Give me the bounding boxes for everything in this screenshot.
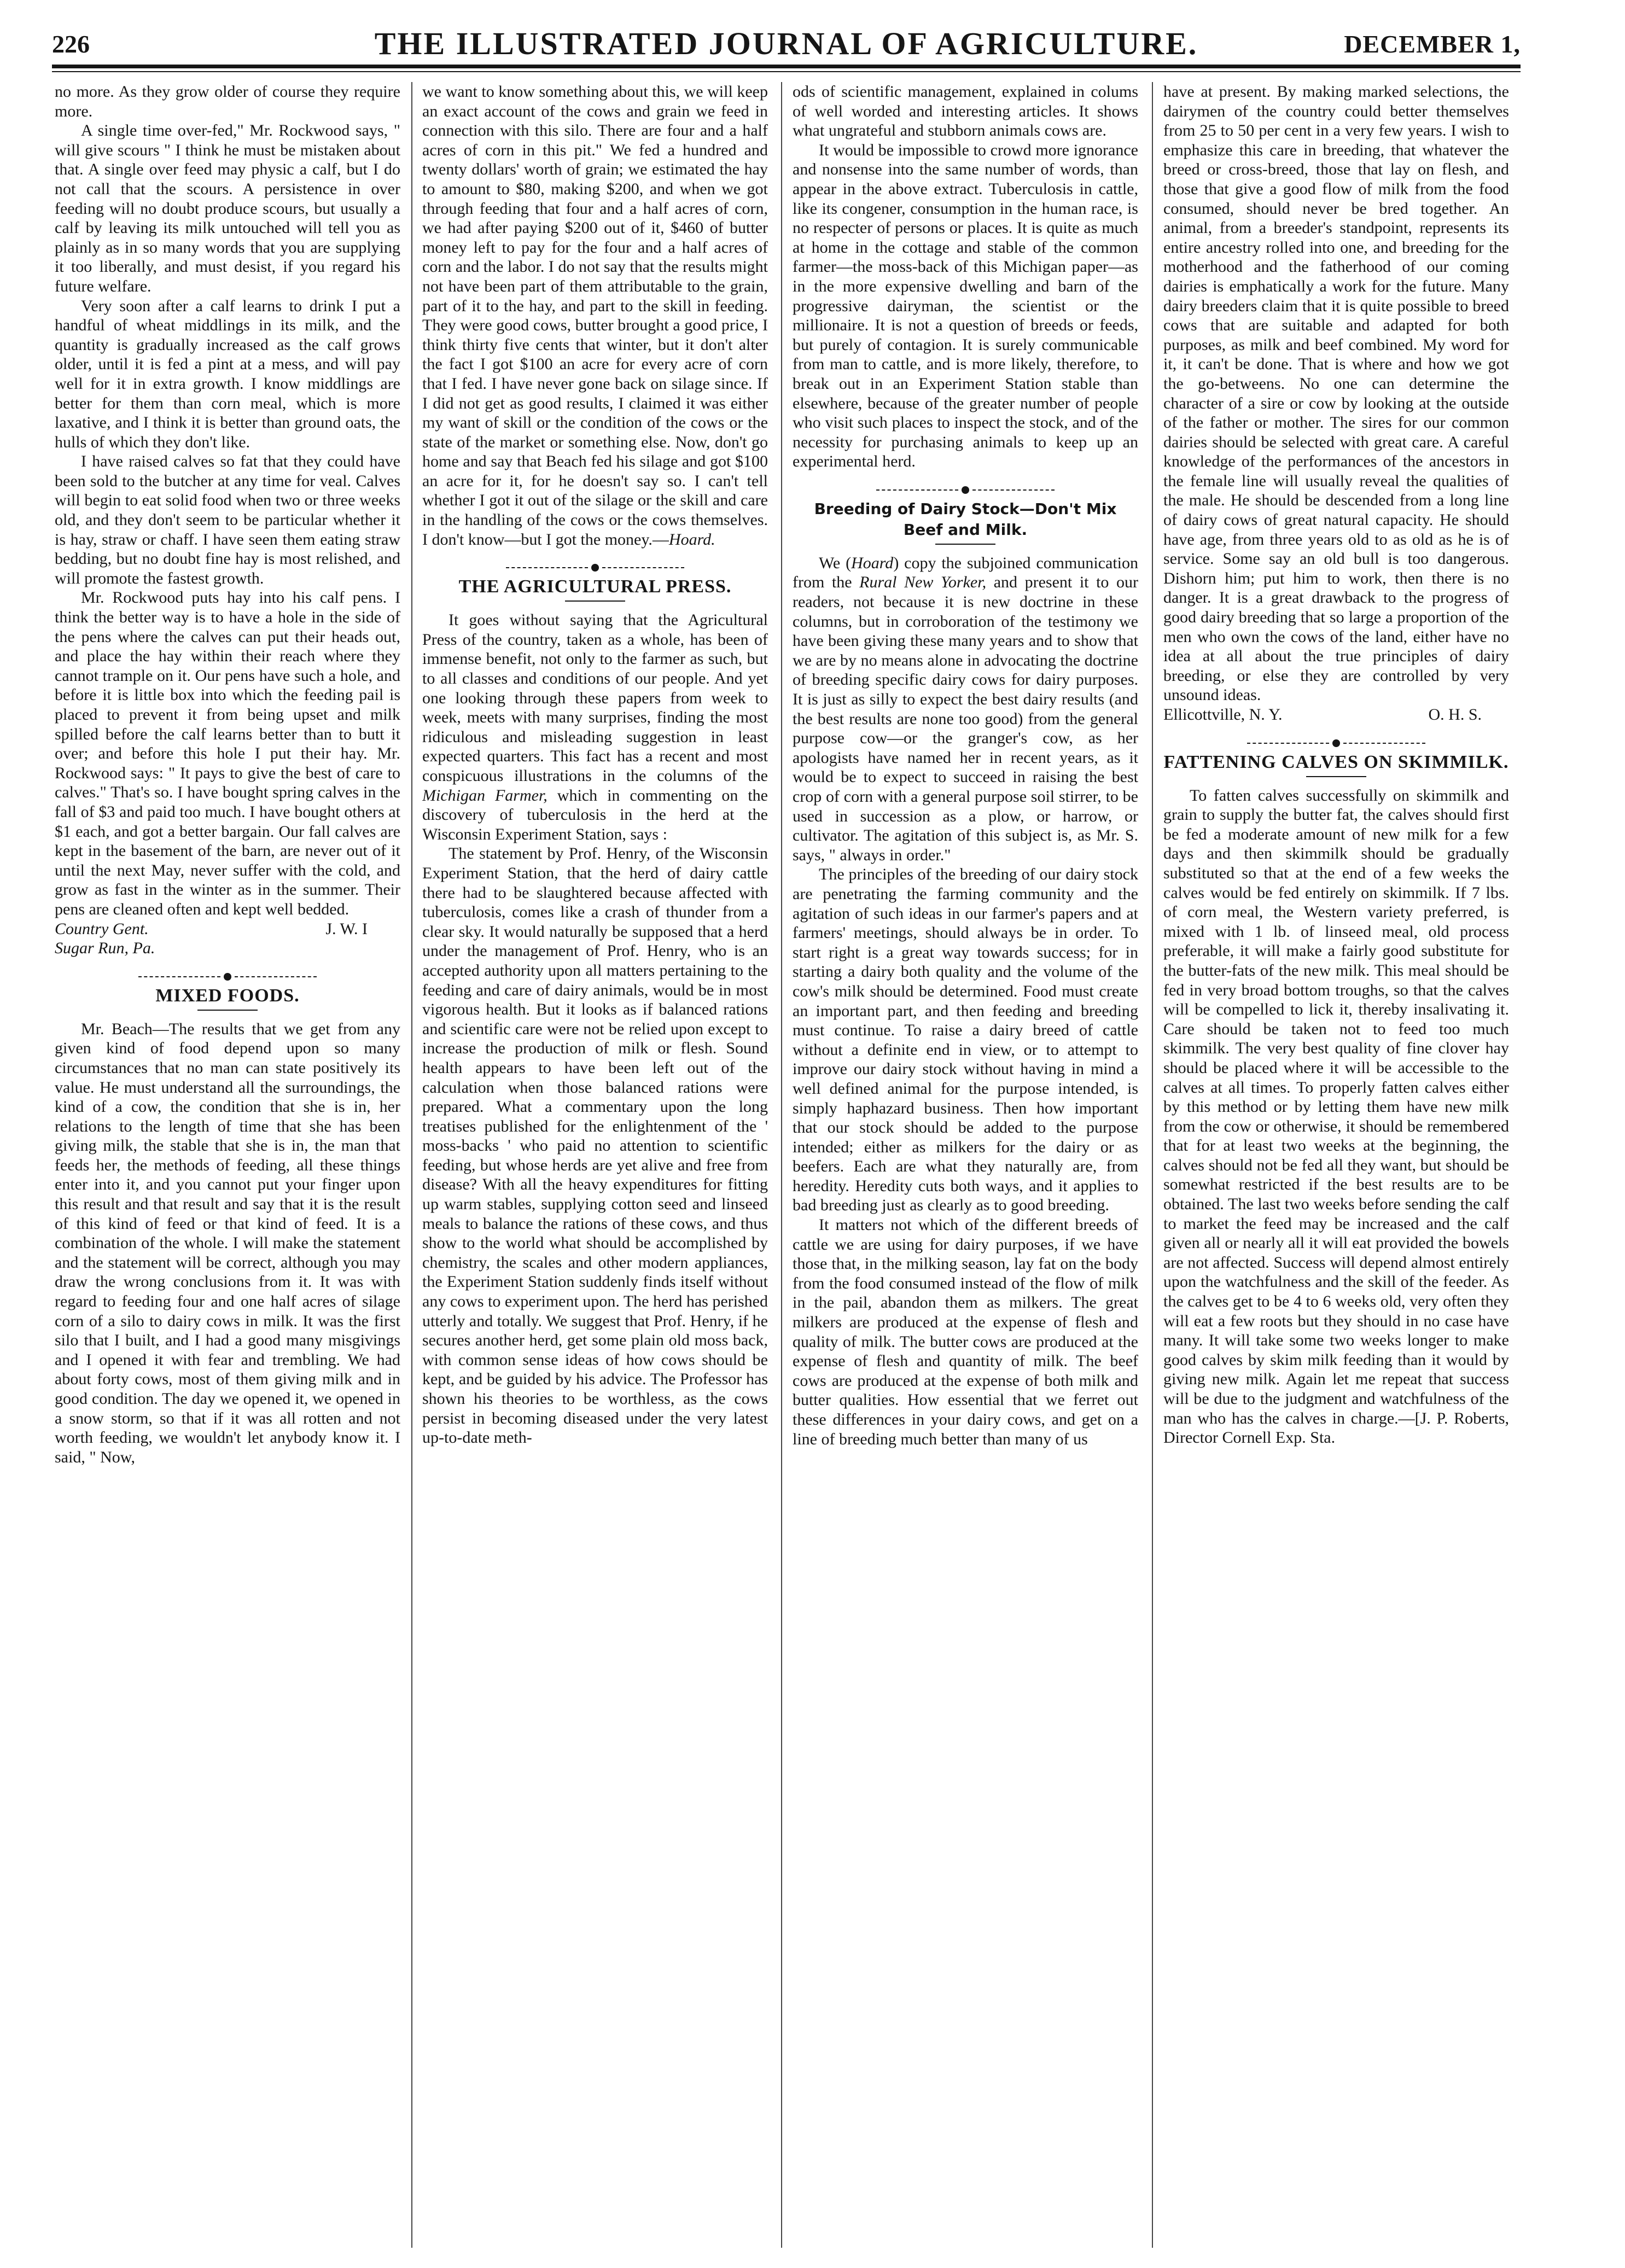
signature-place-line [55, 938, 400, 958]
page-number: 226 [52, 30, 90, 58]
paragraph-text: It goes without saying that the Agricultural Press of the country, taken as a whole, has been of immense benefit, not only to the farmer as such, but to all classes and conditions of our people. And yet one looking through these papers from week to week, meets with many surprises, finding the most ridiculous and misleading suggestion in least expected quarters. This fact has a recent and most conspicuous illustrations in the columns of the [422, 611, 768, 785]
article-paragraph [422, 610, 768, 844]
article-paragraph: Mr. Rockwood puts hay into his calf pens. I think the better way is to have a hole in the side of the pens where the calves can put their heads out, and place the hay within their reach where they cannot trample on it. Our pens have such a hole, and before it is little box into which the feeding pail is placed to prevent it from being upset and milk spilled before the calf learns better than to butt it over; and before this hole I put their hay. Mr. Rockwood says: " It pays to give the best of care to calves." That's so. I have bought spring calves in the fall of $3 and paid too much. I have bought others at $1 each, and got a better bargain. Our fall calves are kept in the basement of the barn, are never out of it until the next May, never suffer with the cold, and grow as fast in the winter as in the summer. Their pens are cleaned often and kept well bedded. [55, 588, 400, 918]
publication-name: Rural New Yorker, [859, 573, 987, 592]
column-2 [422, 82, 768, 2248]
article-paragraph: The statement by Prof. Henry, of the Wisconsin Experiment Station, that the herd of dairy cattle there had to be slaughtered because affected with tuberculosis, comes like a crash of thunder from a clear sky. It would naturally be supposed that a herd under the management of Prof. Henry, who is an accepted authority upon all matters pertaining to the feeding and care of dairy animals, would be in most vigorous health. But it looks as if balanced rations and scientific care were not be relied upon except to increase the production of milk or flesh. Sound health appears to have been left out of the calculation when those balanced rations were prepared. What a commentary upon the long treatises published for the enlightenment of the ' moss-backs ' who paid no attention to scientific feeding, but whose herds are yet alive and free from disease? With all the heavy expenditures for fitting up warm stables, supplying cotton seed and linseed meals to balance the rations of these cows, and thus show to the world what should be accomplished by chemistry, the scales and other modern appliances, the Experiment Station suddenly finds itself without any cows to experiment upon. The herd has perished utterly and totally. We suggest that Prof. Henry, if he secures another herd, get some plain old moss back, with common sense ideas of how cows should be kept, and be guided by his advice. The Professor has shown his theories to be worthless, as the cows persist in becoming diseased under the very latest up-to-date meth- [422, 844, 768, 1447]
journal-title: THE ILLUSTRATED JOURNAL OF AGRICULTURE. [374, 26, 1198, 61]
heading-rule [935, 544, 995, 545]
signature-initials: J. W. I [325, 919, 368, 938]
column-4 [1163, 82, 1509, 2248]
ornament-divider [793, 479, 1138, 489]
ornament-divider [1163, 732, 1509, 742]
header-rule-thick [52, 65, 1521, 68]
paragraph-text: We ( [819, 553, 852, 572]
signature-line [1163, 705, 1509, 725]
source-credit: Hoard [851, 553, 894, 572]
signature-line [55, 919, 400, 939]
article-paragraph: It would be impossible to crowd more ignorance and nonsense into the same number of words, than appear in the above extract. Tuberculosis in cattle, like its congener, consumption in the human race, is no respecter of persons or places. It is quite as much at home in the cottage and stable of the common farmer—the moss-back of this Michigan paper—as in the more expensive dwelling and barn of the progressive dairyman, the scientist or the millionaire. It is not a question of breeds or feeds, but purely of contagion. It is surely communicable from man to cattle, and is more likely, therefore, to break out in an Experiment Station stable than elsewhere, because of the greater number of people who visit such places to inspect the stock, and of the necessity for purchasing animals to keep up an experimental herd. [793, 141, 1138, 471]
page-header [52, 24, 1521, 63]
column-divider [781, 82, 782, 2248]
article-paragraph: Very soon after a calf learns to drink I put a handful of wheat middlings in its milk, and the quantity is gradually increased as the calf grows older, until it is fed a pint at a mess, and will pay well for it in extra growth. I know middlings are better for them than corn meal, which is more laxative, and I think it is better than ground oats, the hulls of which they don't like. [55, 296, 400, 451]
source-credit: Hoard. [668, 530, 715, 549]
article-heading: FATTENING CALVES ON SKIMMILK. [1163, 751, 1509, 772]
publication-name: Michigan Farmer, [422, 786, 548, 804]
signature-place: Sugar Run, Pa. [55, 939, 155, 958]
article-paragraph: Mr. Beach—The results that we get from any given kind of food depend upon so many circumstances that no man can state positively its value. He must understand all the surroundings, the kind of a cow, the condition that she is in, her relations to the length of time that she has been giving milk, the stable that she is in, the man that feeds her, the methods of feeding, all these things enter into it, and you cannot put your finger upon this result and that result and say that it is the result of this kind of feed or that kind of feed. It is a combination of the whole. I will make the statement and the statement will be correct, although you may draw the wrong conclusions from it. It was with regard to feeding four and one half acres of silage corn of a silo to dairy cows in milk. It was the first silo that I built, and I had a good many misgivings and I opened it with fear and trembling. We had about forty cows, most of them giving milk and in good condition. The day we opened it, we opened in a snow storm, so that if it was all rotten and not worth feeding, we wouldn't let anybody know it. I said, " Now, [55, 1019, 400, 1466]
article-paragraph: It matters not which of the different breeds of cattle we are using for dairy purposes, if we have those that, in the milking season, lay fat on the body from the food consumed instead of the flow of milk in the pail, abandon them as milkers. The great milkers are produced at the expense of flesh and quality of milk. The butter cows are produced at the expense of flesh and quantity of milk. The beef cows are produced at the expense of both milk and butter qualities. How essential that we ferret out these differences in your dairy cows, and get on a line of breeding much better than many of us [793, 1216, 1138, 1448]
article-paragraph [793, 553, 1138, 865]
article-paragraph: ods of scientific management, explained in colums of well worded and interesting articles. It shows what ungrateful and stubborn animals cows are. [793, 83, 1138, 140]
column-1 [55, 82, 400, 2248]
signature-place: Ellicottville, N. Y. [1163, 706, 1283, 724]
paragraph-text: which in commenting on the discovery of tuberculosis in the herd at the Wisconsin Experiment Station, says : [422, 786, 768, 843]
heading-rule [565, 600, 625, 602]
article-heading: THE AGRICULTURAL PRESS. [458, 576, 732, 597]
article-heading: MIXED FOODS. [155, 985, 300, 1006]
article-paragraph: To fatten calves successfully on skimmilk and grain to supply the butter fat, the calves should first be fed a moderate amount of new milk for a few days and then skimmilk should be gradually substituted so that at the end of a few weeks the calves would be fed entirely on skimmilk. If 7 lbs. of corn meal, the Western variety preferred, is mixed with 1 lb. of linseed meal, old process preferable, it will make a fairly good substitute for the butter-fats of the new milk. This meal should be fed in very broad bottom troughs, so that the calves will be compelled to lick it, thereby insalivating it. Care should be taken not to feed too much skimmilk. The very best quality of fine clover hay should be placed where it will be accessible to the calves at all times. To properly fatten calves either by this method or by letting them have new milk from the cow or otherwise, it should be remembered that for at least two weeks at the beginning, the calves should not be fed all they want, but should be somewhat restricted if the best results are to be obtained. The last two weeks before sending the calf to market the feed may be increased and the calf given all or nearly all it will eat provided the bowels are not affected. Success will depend almost entirely upon the watchfulness and the skill of the feeder. As the calves get to be 4 to 6 weeks old, very often they will eat a few roots but they should in no case have many. It will take some two weeks longer to make good calves by skim milk feeding than it would by giving new milk. Again let me repeat that success will be due to the judgment and watchfulness of the man who has the calves in charge.—[J. P. Roberts, Director Cornell Exp. Sta. [1163, 786, 1509, 1447]
paragraph-text: ) copy the subjoined communication from the [793, 553, 1138, 592]
heading-rule [1306, 776, 1366, 777]
issue-date: DECEMBER 1, [1344, 30, 1521, 58]
column-divider [1152, 82, 1153, 2248]
article-paragraph: I have raised calves so fat that they could have been sold to the butcher at any time for veal. Calves will begin to eat solid food when two or three weeks old, and they don't seem to be particular whether it is hay, straw or chaff. I have seen them eating straw bedding, but no doubt fine hay is most relished, and will promote the fastest growth. [55, 452, 400, 587]
column-3 [793, 82, 1138, 2248]
ornament-divider [422, 557, 768, 567]
article-paragraph: have at present. By making marked selections, the dairymen of the country could better themselves from 25 to 50 per cent in a very few years. I wish to emphasize this care in breeding, that whatever the breed or cross-breed, those that lay on flesh, and those that give a good flow of milk from the food consumed, should never be bred together. An animal, from a breeder's standpoint, represents its entire ancestry rolled into one, and breeding for the motherhood and the fatherhood of our coming dairies is emphatically a work for the future. Many dairy breeders claim that it is quite possible to breed cows that are suitable and adapted for both purposes, as milk and beef combined. My word for it, it can't be done. That is where and how we got the go-betweens. No one can determine the character of a sire or cow by looking at the outside of the father or mother. The sires for our common dairies should be selected with great care. A careful knowledge of the performances of the ancestors in the female line will usually reveal the qualities of the male. He should be descended from a long line of dairy cows of great natural capacity. He should have age, from three years old to as old as he is of service. Some say an old bull is too dangerous. Dishorn him; put him to work, then there is no danger. It is a great drawback to the progress of good dairy breeding that so large a proportion of the men who own the cows of the land, either have no idea at all about the true principles of dairy breeding, or else they are controlled by very unsound ideas. [1163, 83, 1509, 704]
header-rule-thin [52, 71, 1521, 72]
article-paragraph [422, 82, 768, 549]
signature-initials: O. H. S. [1428, 706, 1482, 724]
signature-source: Country Gent. [55, 919, 149, 938]
heading-rule [197, 1010, 258, 1011]
paragraph-text: and present it to our readers, not because it is new doctrine in these columns, but in corroboration of the testimony we have been giving these many years and to show that we are by no means alone in advocating the doctrine of breeding specific dairy cows for dairy purposes. It is just as silly to expect the best dairy results (and the best results are none too good) from the general purpose cow—or the granger's cow, as her apologists have named her in recent years, as it would be to expect to succeed in raising the best crop of corn with a general purpose soil stirrer, to be used in succession as a plow, or harrow, or cultivator. The agitation of this subject is, as Mr. S. says, " always in order." [793, 573, 1138, 864]
article-paragraph: The principles of the breeding of our dairy stock are penetrating the farming community and the agitation of such ideas in our farmer's papers and at farmers' meetings, should always be in order. To start right is a great way towards success; for in starting a dairy both quality and the volume of the cow's milk should be determined. Food must create an important part, and then feeding and breeding must continue. To raise a dairy breed of cattle without a definite end in view, or to attempt to improve our dairy stock without having in mind a well defined animal for the purpose intended, is simply haphazard business. Then how important that our stock should be added to the purpose intended; either as milkers for the dairy or as beefers. Each are what they naturally are, from heredity. Heredity cuts both ways, and it applies to bad breeding just as clearly as to good breeding. [793, 865, 1138, 1215]
ornament-divider [55, 966, 400, 976]
article-heading: Breeding of Dairy Stock—Don't Mix Beef and Milk. [814, 499, 1117, 539]
paragraph-text: we want to know something about this, we will keep an exact account of the cows and grain we feed in connection with this silo. There are four and a half acres of corn in this pit." We fed a hundred and twenty dollars' worth of grain; we estimated the hay to amount to $80, making $200, and when we got through feeding that four and a half acres of corn, we had after paying $200 out of it, $460 of butter money left to pay for the four and a half acres of corn and the labor. I do not say that the results might not have been part of them attributable to the grain, part of it to the hay, and part to the skill in feeding. They were good cows, butter brought a good price, I think thirty five cents that winter, but it don't alter the fact I got $100 an acre for every acre of corn that I fed. I have never gone back on silage since. If I did not get as good results, I claimed it was either my want of skill or the condition of the cows or the state of the market or something else. Now, don't go home and say that Beach fed his silage and got $100 an acre for it, for he doesn't say so. I can't tell whether I got it out of the silage or the skill and care in the handling of the cows or the cows themselves. I don't know—but I got the money.— [422, 83, 768, 549]
article-paragraph: A single time over-fed," Mr. Rockwood says, " will give scours " I think he must be mistaken about that. A single over feed may physic a calf, but I do not call that the scours. A persistence in over feeding will no doubt produce scours, but usually a calf by leaving its milk untouched will tell you as plainly as in so many words that you are supplying it too liberally, and must desist, if you regard his future welfare. [55, 121, 400, 295]
column-divider [411, 82, 412, 2248]
article-paragraph: no more. As they grow older of course they require more. [55, 83, 400, 120]
